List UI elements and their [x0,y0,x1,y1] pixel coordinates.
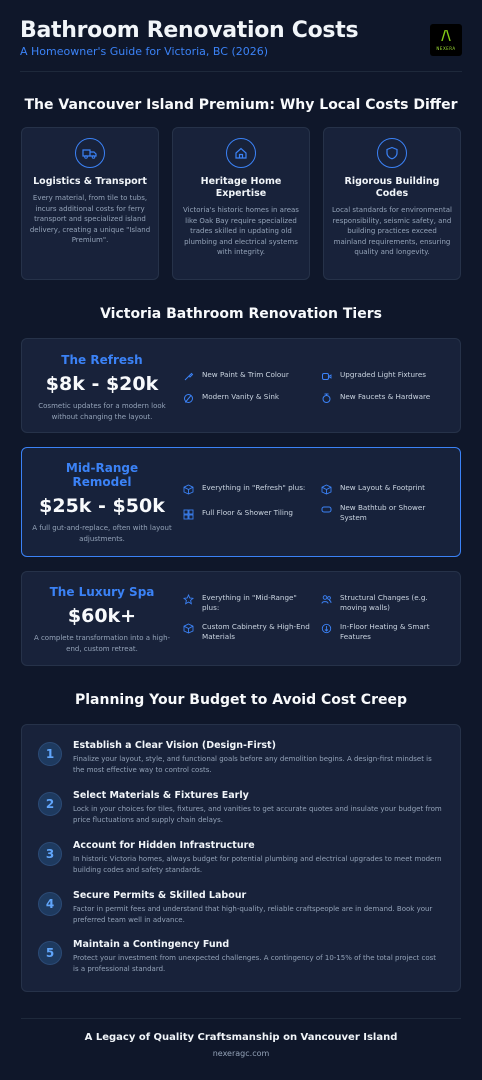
planning-steps-panel [21,724,461,992]
tier-feature: In-Floor Heating & Smart Features [320,622,450,642]
premium-card-codes [323,127,461,280]
step-number-badge: 4 [38,892,62,916]
step-title: Secure Permits & Skilled Labour [73,890,247,901]
tier-name: The Refresh [61,353,143,367]
step-number-badge: 5 [38,941,62,965]
page-title: Bathroom Renovation Costs [20,18,359,43]
tier-summary [22,353,182,422]
page-subtitle: A Homeowner's Guide for Victoria, BC (2026) [20,45,269,58]
tier-card-refresh [21,338,461,433]
tiers-section-title: Victoria Bathroom Renovation Tiers [100,306,382,322]
thermostat-icon [320,622,332,634]
footer-title: A Legacy of Quality Craftsmanship on Vancouver Island [84,1032,398,1043]
tier-description: Cosmetic updates for a modern look without changing the layout. [38,402,166,421]
logo[interactable] [430,24,462,56]
tier-feature: Everything in "Mid-Range" plus: [182,593,312,613]
tier-feature: New Bathtub or Shower System [320,503,440,523]
tier-feature: Custom Cabinetry & High-End Materials [182,622,312,642]
tier-price: $25k - $50k [39,495,165,517]
tier-feature: Everything in "Refresh" plus: [182,483,317,495]
tier-name: The Luxury Spa [49,585,155,599]
truck-icon [75,138,105,168]
step-number-badge: 1 [38,742,62,766]
step-body: Finalize your layout, style, and functional goals before any demolition begins. A design-first mindset is the most effective way to control costs. [73,755,432,774]
paint-brush-icon [182,370,194,382]
step-body: Lock in your choices for tiles, fixtures, and vanities to get accurate quotes and insulate your budget from price fluctuations and supply chain delays. [73,805,442,824]
grid-icon [182,508,194,520]
tier-card-mid-range [21,447,461,557]
step-title: Select Materials & Fixtures Early [73,790,249,801]
tier-name: Mid-Range Remodel [65,461,139,489]
tier-price: $60k+ [67,605,137,627]
step-body: In historic Victoria homes, always budget for potential plumbing and electrical upgrades to meet modern building codes and safety standards. [73,855,442,874]
bathtub-icon [320,503,332,515]
cube-icon [320,483,332,495]
step-body: Protect your investment from unexpected challenges. A contingency of 10-15% of the total project cost is a professional standard. [73,954,437,973]
tier-price: $8k - $20k [45,373,159,395]
tier-card-luxury [21,571,461,666]
step-number-badge: 3 [38,842,62,866]
step-number-badge: 2 [38,792,62,816]
tier-feature: New Layout & Footprint [320,483,455,495]
tier-summary [22,585,182,654]
star-icon [182,593,194,605]
logo-wordmark: NEXERA [436,45,456,51]
footer-divider [21,1018,461,1019]
light-icon [320,370,332,382]
tier-description: A full gut-and-replace, often with layout adjustments. [32,524,172,543]
tier-feature: Full Floor & Shower Tiling [182,508,317,520]
tier-summary [22,461,182,544]
planning-section-title: Planning Your Budget to Avoid Cost Creep [74,692,407,708]
step-title: Maintain a Contingency Fund [73,939,230,950]
faucet-icon [320,392,332,404]
premium-section-title: The Vancouver Island Premium: Why Local Costs Differ [24,97,458,113]
cube-icon [182,622,194,634]
cube-icon [182,483,194,495]
footer-link[interactable]: nexeragc.com [212,1049,270,1058]
users-icon [320,593,332,605]
premium-card-title: Heritage Home Expertise [200,176,282,199]
premium-card-title: Rigorous Building Codes [344,176,440,199]
shield-icon [377,138,407,168]
house-icon [226,138,256,168]
header [20,18,462,72]
premium-card-logistics [21,127,159,280]
step-body: Factor in permit fees and understand that high-quality, reliable craftspeople are in demand. Book your preferred team well in advance. [73,905,433,924]
tier-description: A complete transformation into a high-end, custom retreat. [33,634,171,653]
tier-feature: Upgraded Light Fixtures [320,370,455,382]
premium-card-body: Victoria's historic homes in areas like Oak Bay require specialized trades skilled in updating old plumbing and electrical systems with integrity. [183,206,299,256]
premium-card-title: Logistics & Transport [33,176,147,187]
premium-card-body: Every material, from tile to tubs, incurs additional costs for ferry transport and specialized island delivery, creating a unique "Island Premium". [29,194,151,244]
tier-feature: New Paint & Trim Colour [182,370,312,382]
step-title: Establish a Clear Vision (Design-First) [73,740,276,751]
vanity-icon [182,392,194,404]
premium-card-body: Local standards for environmental responsibility, seismic safety, and building practices exceed mainland requirements, ensuring quality and longevity. [332,206,452,256]
tier-feature: New Faucets & Hardware [320,392,455,404]
premium-card-heritage [172,127,310,280]
tier-feature: Structural Changes (e.g. moving walls) [320,593,450,613]
tier-feature: Modern Vanity & Sink [182,392,312,404]
step-title: Account for Hidden Infrastructure [73,840,255,851]
logo-mark-icon: /\ [441,28,451,44]
